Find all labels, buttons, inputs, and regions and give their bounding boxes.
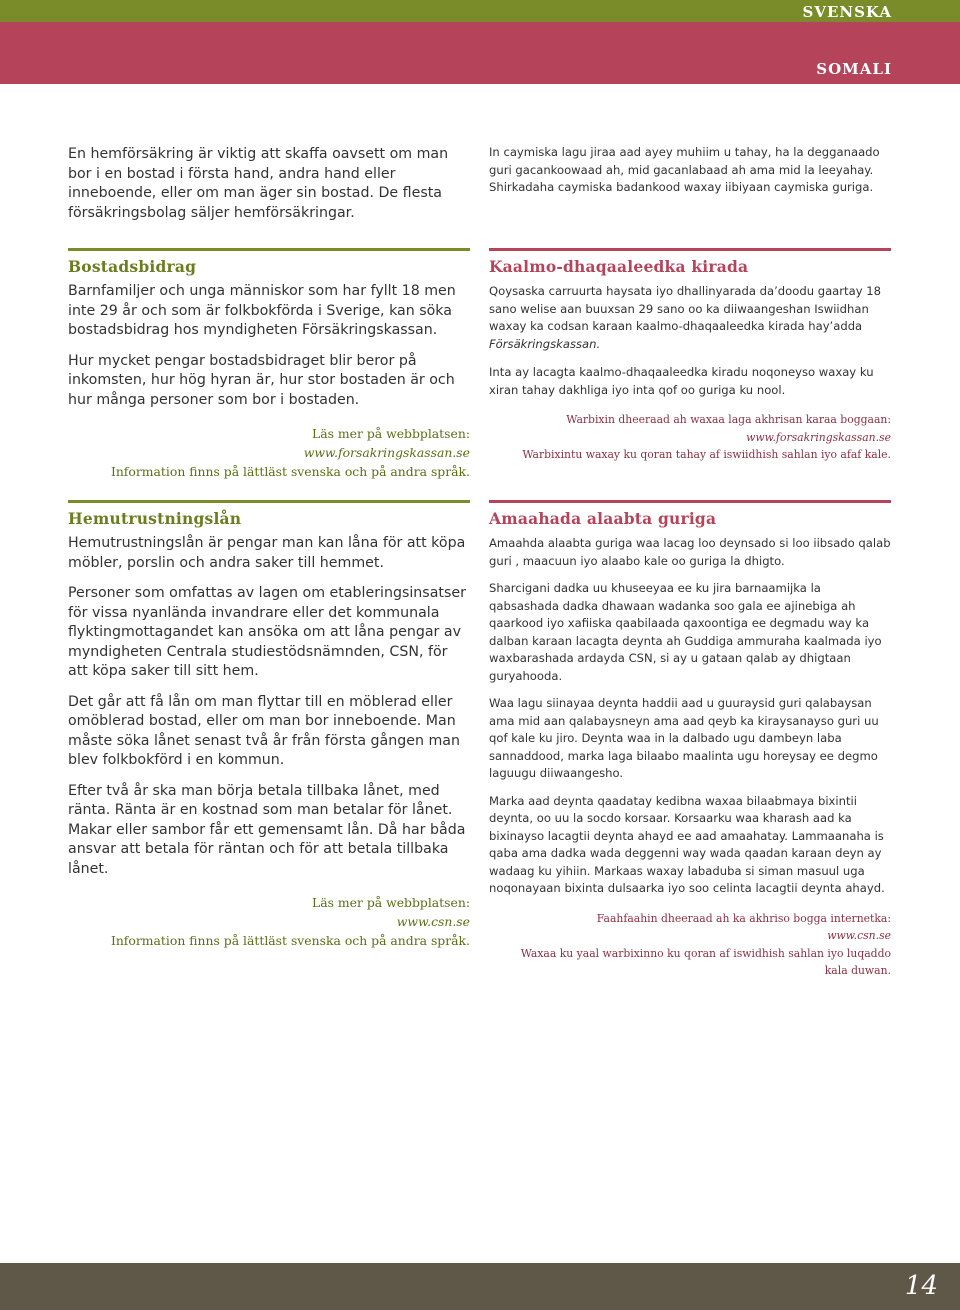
section-divider-sv <box>68 500 470 503</box>
website-link[interactable]: www.forsakringskassan.se <box>303 445 470 460</box>
website-reference <box>489 411 891 464</box>
website-link[interactable]: www.csn.se <box>827 929 891 942</box>
website-reference <box>68 893 470 950</box>
paragraph: Hur mycket pengar bostadsbidraget blir beror på inkomsten, hur hög hyran är, hur stor bostaden är och hur många personer som bor i bostaden. <box>68 352 455 408</box>
website-label: Warbixin dheeraad ah waxaa laga akhrisan karaa boggaan: <box>566 413 891 426</box>
paragraph: Hemutrustningslån är pengar man kan låna för att köpa möbler, porslin och andra saker till hemmet. <box>68 535 466 571</box>
section-divider-so <box>489 248 891 251</box>
intro-somali <box>489 144 891 197</box>
language-label-swedish: SVENSKA <box>802 3 892 21</box>
section-divider-so <box>489 500 891 503</box>
language-note: Waxaa ku yaal warbixinno ku qoran af iswidhish sahlan iyo luqaddo <box>520 946 891 960</box>
language-note: Information finns på lättläst svenska och på andra språk. <box>110 464 470 479</box>
website-label: Faahfaahin dheeraad ah ka akhriso bogga internetka: <box>596 911 891 925</box>
section-heading: Bostadsbidrag <box>68 257 197 276</box>
page-number: 14 <box>904 1271 938 1301</box>
language-note: Warbixintu waxay ku qoran tahay af iswiidhish sahlan iyo afaf kale. <box>522 448 891 461</box>
paragraph: Barnfamiljer och unga människor som har fyllt 18 men inte 29 år och som är folkbokförda i Sverige, kan söka bostadsbidrag hos myndigheten Försäkringskassan. <box>68 283 456 338</box>
language-note: kala duwan. <box>824 964 891 977</box>
paragraph: Det går att få lån om man flyttar till en möblerad eller omöblerad bostad, eller om man bor inneboende. Man måste söka lånet senast två år från första gången man blev folkbokförd i en kommun. <box>68 693 460 768</box>
paragraph: Amaahda alaabta guriga waa lacag loo deynsado si loo iibsado qalab guri , maacuun iyo alaabo kale oo guriga la dhigto. <box>489 536 891 568</box>
hemutrustningslan-section-sv <box>68 509 470 950</box>
intro-paragraph-so: In caymiska lagu jiraa aad ayey muhiim u tahay, ha la degganaado guri gacankoowaad ah, mid gacanlabaad ah ama mid la leeyahay. Shirkadaha caymiska badankood waxay iibiyaan caymiska guriga. <box>489 145 880 194</box>
section-divider-sv <box>68 248 470 251</box>
website-reference <box>68 424 470 481</box>
bostadsbidrag-section-so <box>489 257 891 464</box>
website-label: Läs mer på webbplatsen: <box>311 426 470 441</box>
paragraph: Personer som omfattas av lagen om etableringsinsatser för vissa nyanlända invandrare eller det kommunala flyktingmottagandet kan ansöka om att låna pengar av myndigheten Centrala studiestödsnämnden, CSN, för att köpa saker till sitt hem. <box>68 585 466 679</box>
paragraph: Efter två år ska man börja betala tillbaka lånet, med ränta. Ränta är en kostnad som man betalar för lånet. Makar eller sambor får ett gemensamt lån. Då har båda ansvar att betala för räntan och för att betala tillbaka lånet. <box>68 782 466 877</box>
footer-band <box>0 1263 960 1310</box>
hemutrustningslan-section-so <box>489 509 891 980</box>
paragraph: Inta ay lacagta kaalmo-dhaqaaleedka kiradu noqoneyso waxay ku xiran tahay dakhliga iyo inta qof oo guriga ku nool. <box>489 365 874 397</box>
paragraph <box>489 283 891 353</box>
header-band-somali <box>0 22 960 84</box>
paragraph: Marka aad deynta qaadatay kedibna waxaa bilaabmaya bixintii deynta, oo uu la socdo korsaar. Korsaarku waa kharash aad ka bixinayso lacagtii deynta ahayd ee aad amaahatay. Lammaanaha is qaba ama dadka wada deggenni way wada qaadan karaan deyn ay wadaag ku yihiin. Markaas waxay labaduba si siman masuul uga noqonayaan bixinta dulsaarka iyo soo celinta lacagtii deynta ahayd. <box>489 793 885 895</box>
website-reference <box>489 910 891 980</box>
intro-paragraph-sv: En hemförsäkring är viktig att skaffa oavsett om man bor i en bostad i första hand, andra hand eller inneboende, eller om man äger sin bostad. De flesta försäkringsbolag säljer hemförsäkringar. <box>68 146 449 221</box>
bostadsbidrag-section-sv <box>68 257 470 481</box>
paragraph-text: Qoysaska carruurta haysata iyo dhallinyarada da’doodu gaartay 18 sano welise aan buuxsan 29 sano oo ka diiwaangeshan Iswiidhan waxay ka codsan karaan kaalmo-dhaqaaleedka kirada hay’adda <box>489 284 882 333</box>
section-heading: Amaahada alaabta guriga <box>489 509 717 528</box>
website-link[interactable]: www.forsakringskassan.se <box>746 430 891 444</box>
intro-swedish <box>68 145 470 223</box>
paragraph: Waa lagu siinayaa deynta haddii aad u guuraysid guri qalabaysan ama mid aan qalabaysneyn ama aad qeyb ka kiraysanayso guri uu qof kale ku jiro. Deynta waa in la dalbado ugu dambeyn laba sannaddood, marka laga bilaabo maalinta ugu horeysay ee degmo laguugu diiwaangesho. <box>489 696 879 780</box>
section-heading: Kaalmo-dhaqaaleedka kirada <box>489 257 749 276</box>
header-band-swedish <box>0 0 960 22</box>
language-label-somali: SOMALI <box>816 60 892 78</box>
paragraph: Sharcigani dadka uu khuseeyaa ee ku jira barnaamijka la qabsashada dadka dhawaan wadanka soo gala ee ajinebiga ah qaarkood iyo xafiiska qaabilaada qaxoontiga ee degmadu way ka dalban karaan lacagta deynta ah Guddiga ammuraha kaalmada iyo waxbarashada ardayda CSN, si ay u gataan qalab ay dhigtaan guryahooda. <box>489 581 882 683</box>
section-heading: Hemutrustningslån <box>68 509 242 528</box>
website-link[interactable]: www.csn.se <box>396 914 470 929</box>
language-note: Information finns på lättläst svenska och på andra språk. <box>110 933 470 948</box>
website-label: Läs mer på webbplatsen: <box>311 895 470 910</box>
agency-name: Försäkringskassan. <box>489 336 601 351</box>
